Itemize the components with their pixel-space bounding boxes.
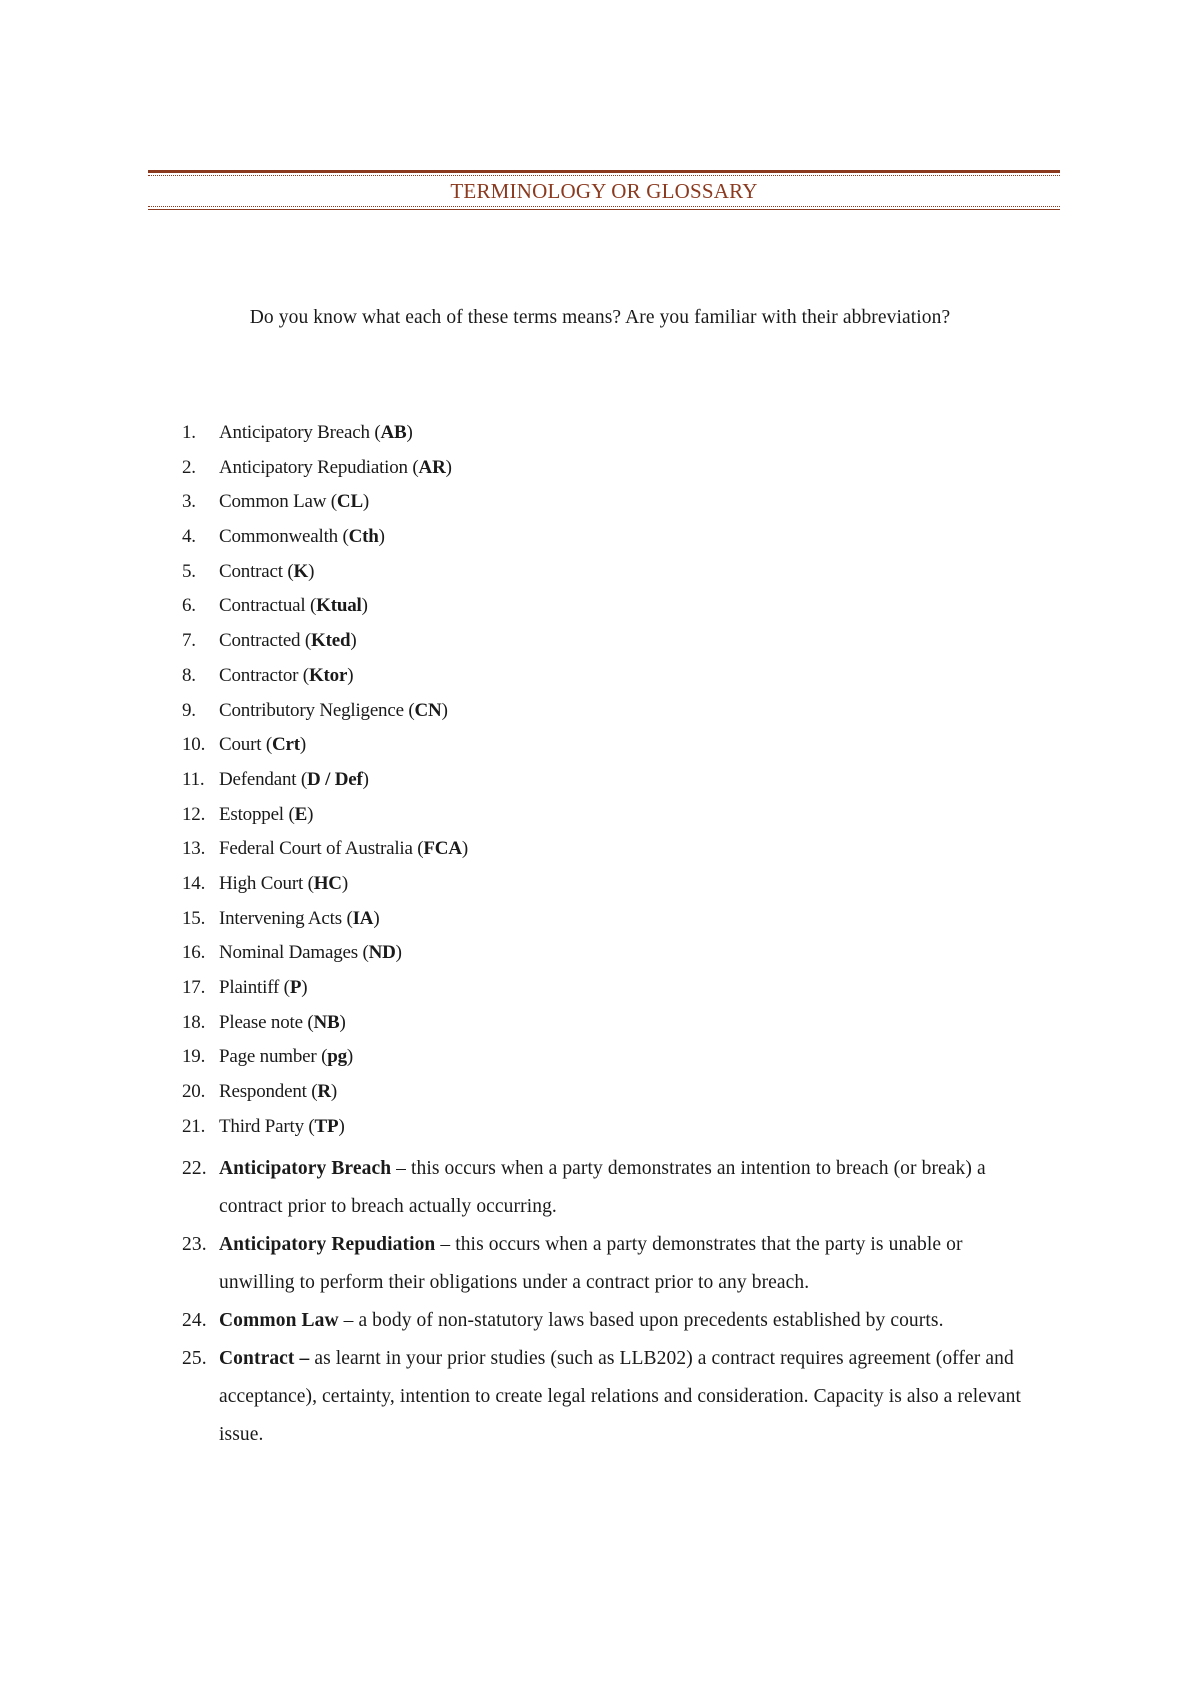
item-number: 4. xyxy=(182,526,196,548)
list-item xyxy=(0,1114,1200,1149)
list-item xyxy=(0,455,1200,490)
close-paren: ) xyxy=(350,630,357,652)
list-item xyxy=(0,975,1200,1010)
close-paren: ) xyxy=(361,595,368,617)
item-number: 8. xyxy=(182,664,196,686)
term-abbreviation: D / Def xyxy=(307,768,363,790)
term-abbreviation: Ktual xyxy=(316,595,362,617)
term-abbreviation: Cth xyxy=(348,526,379,548)
item-number: 25. xyxy=(182,1348,207,1369)
term-name: Nominal Damages ( xyxy=(219,942,369,964)
definition-list xyxy=(0,1150,1200,1454)
term-name: Common Law ( xyxy=(219,491,337,513)
definition-text: – a body of non-statutory laws based upon precedents established by courts. xyxy=(338,1310,944,1331)
close-paren: ) xyxy=(395,942,402,964)
list-item xyxy=(0,732,1200,767)
close-paren: ) xyxy=(373,907,380,929)
term-name: Contributory Negligence ( xyxy=(219,699,415,721)
term-name: Page number ( xyxy=(219,1046,328,1068)
term-abbreviation: Kted xyxy=(311,630,351,652)
item-number: 17. xyxy=(182,977,206,998)
intro-question: Do you know what each of these terms means? Are you familiar with their abbreviation? xyxy=(249,307,951,328)
close-paren: ) xyxy=(378,526,385,548)
list-item xyxy=(0,836,1200,871)
term-abbreviation: P xyxy=(289,977,302,998)
item-number: 3. xyxy=(182,491,196,513)
term-abbreviation: TP xyxy=(314,1115,339,1137)
item-number: 11. xyxy=(182,768,205,790)
term-abbreviation: HC xyxy=(313,872,342,894)
close-paren: ) xyxy=(406,422,413,443)
glossary-heading xyxy=(148,170,1060,210)
close-paren: ) xyxy=(308,560,315,582)
item-number: 9. xyxy=(182,699,196,721)
term-name: Contract ( xyxy=(219,560,294,582)
term-abbreviation: AB xyxy=(380,422,407,443)
list-item xyxy=(0,593,1200,628)
term-name: Estoppel ( xyxy=(219,803,295,825)
item-number: 12. xyxy=(182,803,206,825)
item-number: 24. xyxy=(182,1310,207,1331)
term-abbreviation: CL xyxy=(336,491,363,513)
item-number: 6. xyxy=(182,595,196,617)
definition-text: – this occurs when a party demonstrates an intention to breach (or break) a contract prior to breach actually occurring. xyxy=(219,1158,986,1217)
list-item xyxy=(0,871,1200,906)
term-abbreviation: ND xyxy=(368,942,396,964)
definition-item xyxy=(0,1340,1200,1454)
term-abbreviation: E xyxy=(294,803,308,825)
list-item xyxy=(0,1044,1200,1079)
term-name: Respondent ( xyxy=(219,1081,318,1103)
term-abbreviation: K xyxy=(293,560,309,582)
close-paren: ) xyxy=(347,664,354,686)
term-name: Contractor ( xyxy=(219,664,309,686)
item-number: 13. xyxy=(182,838,206,860)
term-name: Third Party ( xyxy=(219,1115,315,1137)
page-title: TERMINOLOGY OR GLOSSARY xyxy=(450,179,758,203)
list-item xyxy=(0,767,1200,802)
term-name: Commonwealth ( xyxy=(219,526,349,548)
term-name: Contractual ( xyxy=(219,595,317,617)
item-number: 7. xyxy=(182,630,196,652)
item-number: 19. xyxy=(182,1046,206,1068)
close-paren: ) xyxy=(330,1081,338,1103)
term-name: Anticipatory Breach ( xyxy=(219,422,381,443)
list-item xyxy=(0,906,1200,941)
heading-rule-top xyxy=(148,170,1060,176)
list-item xyxy=(0,698,1200,733)
definition-term: Contract – xyxy=(219,1348,310,1369)
definition-item xyxy=(0,1302,1200,1340)
term-name: Contracted ( xyxy=(219,630,312,652)
term-name: Anticipatory Repudiation ( xyxy=(219,456,419,478)
item-number: 20. xyxy=(182,1081,206,1103)
term-abbreviation: NB xyxy=(313,1011,340,1033)
definition-term: Common Law xyxy=(219,1310,339,1331)
definition-item xyxy=(0,1226,1200,1302)
item-number: 16. xyxy=(182,942,206,964)
abbreviation-list xyxy=(0,420,1200,1148)
item-number: 1. xyxy=(182,422,196,443)
list-item xyxy=(0,663,1200,698)
close-paren: ) xyxy=(362,768,369,790)
term-name: Intervening Acts ( xyxy=(219,907,353,929)
term-name: Federal Court of Australia ( xyxy=(219,838,424,860)
term-abbreviation: FCA xyxy=(423,838,462,860)
term-name: Court ( xyxy=(219,734,272,756)
close-paren: ) xyxy=(441,699,448,721)
list-item xyxy=(0,420,1200,455)
item-number: 10. xyxy=(182,734,206,756)
item-number: 14. xyxy=(182,872,206,894)
close-paren: ) xyxy=(346,1046,354,1068)
term-abbreviation: R xyxy=(317,1081,331,1103)
term-name: Please note ( xyxy=(219,1011,314,1033)
list-item xyxy=(0,559,1200,594)
term-name: High Court ( xyxy=(219,872,314,894)
close-paren: ) xyxy=(461,838,468,860)
list-item xyxy=(0,940,1200,975)
close-paren: ) xyxy=(307,803,314,825)
item-number: 5. xyxy=(182,560,196,582)
close-paren: ) xyxy=(301,977,308,998)
item-number: 15. xyxy=(182,907,206,929)
list-item xyxy=(0,489,1200,524)
close-paren: ) xyxy=(445,456,452,478)
term-abbreviation: Ktor xyxy=(308,664,348,686)
close-paren: ) xyxy=(338,1115,345,1137)
definition-text: as learnt in your prior studies (such as LLB202) a contract requires agreement (offer and acceptance), certainty, intention to create legal relations and consideration. Capacity is also a relevant issue. xyxy=(219,1348,1021,1445)
list-item xyxy=(0,628,1200,663)
item-number: 18. xyxy=(182,1011,206,1033)
item-number: 21. xyxy=(182,1115,206,1137)
close-paren: ) xyxy=(339,1011,346,1033)
definition-term: Anticipatory Breach xyxy=(219,1158,392,1179)
item-number: 2. xyxy=(182,456,196,478)
heading-rule-bottom xyxy=(148,206,1060,210)
term-abbreviation: CN xyxy=(414,699,442,721)
definition-item xyxy=(0,1150,1200,1226)
list-item xyxy=(0,524,1200,559)
list-item xyxy=(0,1079,1200,1114)
close-paren: ) xyxy=(341,872,348,894)
term-abbreviation: IA xyxy=(352,907,374,929)
definition-text: – this occurs when a party demonstrates that the party is unable or unwilling to perform their obligations under a contract prior to any breach. xyxy=(219,1234,963,1293)
item-number: 23. xyxy=(182,1234,207,1255)
close-paren: ) xyxy=(299,734,306,756)
close-paren: ) xyxy=(362,491,370,513)
item-number: 22. xyxy=(182,1158,207,1179)
term-name: Plaintiff ( xyxy=(219,977,290,998)
term-abbreviation: AR xyxy=(418,456,446,478)
term-abbreviation: Crt xyxy=(271,734,300,756)
term-name: Defendant ( xyxy=(219,768,308,790)
definition-term: Anticipatory Repudiation xyxy=(219,1234,436,1255)
list-item xyxy=(0,1010,1200,1045)
list-item xyxy=(0,802,1200,837)
term-abbreviation: pg xyxy=(327,1046,347,1068)
